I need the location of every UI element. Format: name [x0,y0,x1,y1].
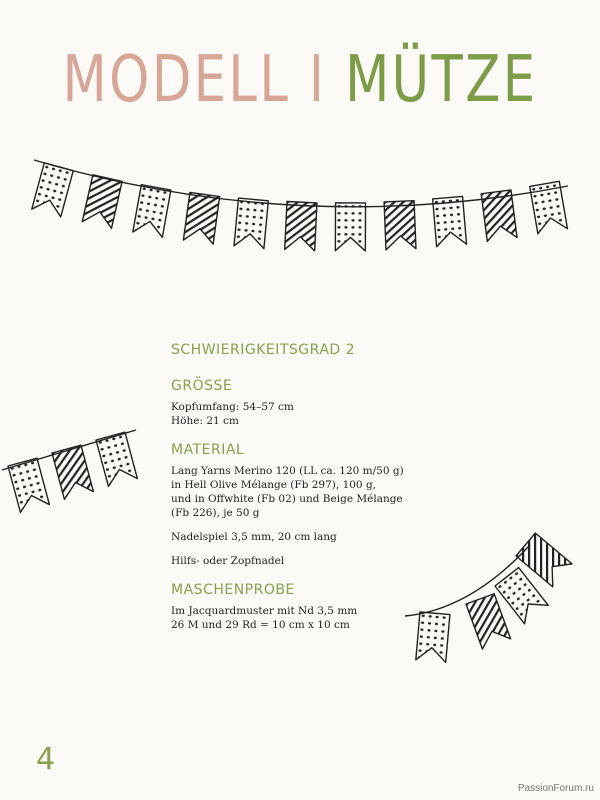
left-bunting [8,432,137,512]
material-needles-text: Nadelspiel 3,5 mm, 20 cm lang [171,531,337,543]
size-text: Kopfumfang: 54–57 cm Höhe: 21 cm [171,401,294,427]
material-cable-needle-text: Hilfs- oder Zopfnadel [171,555,285,567]
bunting-flag [96,432,137,486]
bunting-flag [234,198,268,249]
bunting-flag [481,190,517,241]
bunting-flag [133,185,171,238]
watermark: PassionForum.ru [517,783,594,794]
bunting-flag [530,181,568,233]
bunting-flag [335,203,365,251]
top-bunting [32,163,568,251]
bunting-flag [52,445,93,499]
bunting-flag [384,201,416,250]
bunting-flag [183,192,219,244]
material-yarn-text: Lang Yarns Merino 120 (LL ca. 120 m/50 g) in Hell Olive Mélange (Fb 297), 100 g, und in Offwhite (Fb 02) und Beige Mélange (Fb 226), je 50 g [171,465,404,519]
bunting-flag [433,196,467,246]
title-model: MODELL I [62,43,327,117]
page-number: 4 [36,742,56,777]
bunting-flag [8,458,49,512]
material-heading: MATERIAL [171,442,245,458]
gauge-heading: MASCHENPROBE [171,582,295,598]
pattern-info [171,342,491,632]
bunting-flag [32,163,73,217]
title-hat: MÜTZE [345,43,538,117]
bunting-flag [285,202,317,251]
difficulty-label: SCHWIERIGKEITSGRAD 2 [171,342,356,358]
bunting-flag [82,175,122,228]
size-heading: GRÖSSE [171,378,233,394]
gauge-text: Im Jacquardmuster mit Nd 3,5 mm 26 M und 29 Rd = 10 cm x 10 cm [171,605,358,631]
